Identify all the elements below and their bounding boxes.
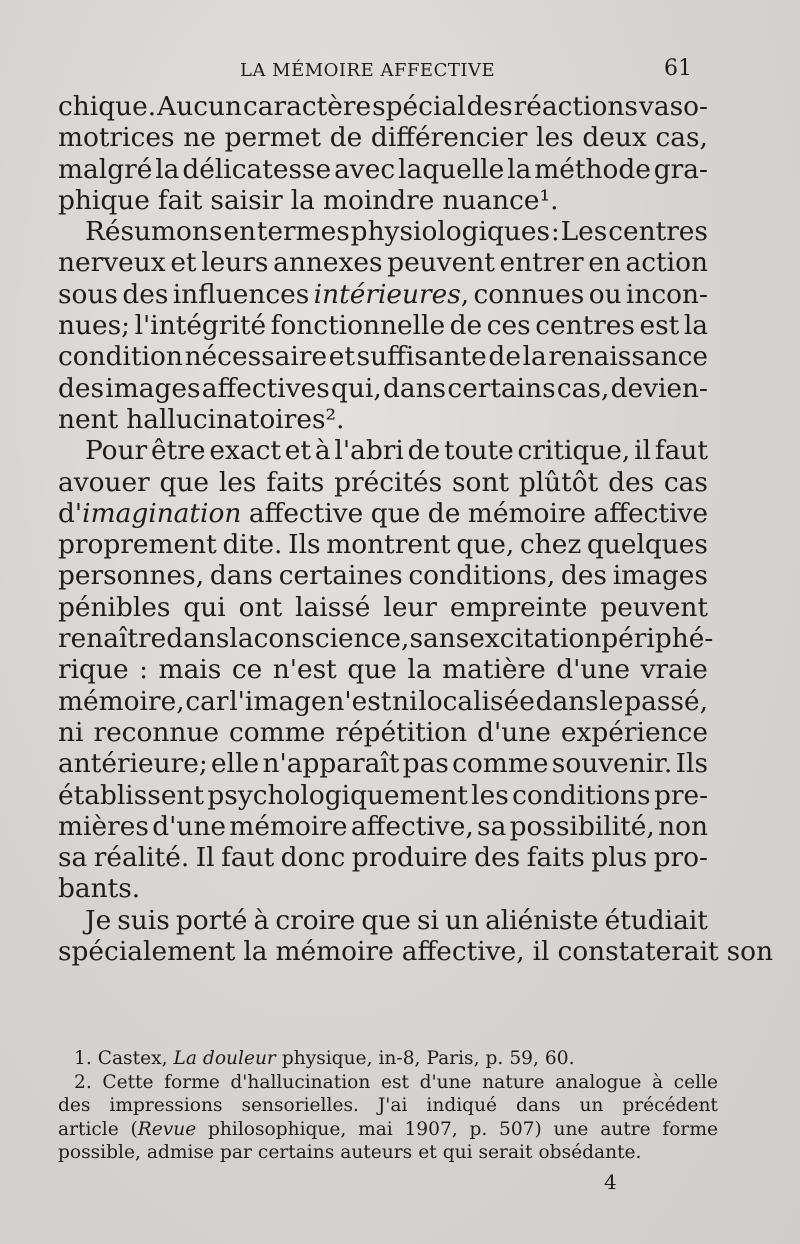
body-line: nerveux et leurs annexes peuvent entrer en action xyxy=(58,247,708,279)
body-line: proprement dite. Ils montrent que, chez quelques xyxy=(58,529,708,561)
body-line: nues; l'intégrité fonctionnelle de ces centres est la xyxy=(58,310,708,342)
body-line: d'imagination affective que de mémoire affective xyxy=(58,497,708,529)
signature-mark: 4 xyxy=(604,1170,617,1194)
body-line: renaître dans la conscience, sans excitation périphé- xyxy=(58,623,714,655)
body-line: pénibles qui ont laissé leur empreinte peuvent xyxy=(58,591,708,623)
body-line: malgré la délicatesse avec laquelle la méthode gra- xyxy=(58,153,708,185)
body-line: sa réalité. Il faut donc produire des faits plus pro- xyxy=(58,842,708,874)
body-line: établissent psychologiquement les conditions pre- xyxy=(58,779,708,811)
body-line: condition nécessaire et suffisante de la renaissance xyxy=(58,341,708,373)
body-line: mémoire, car l'image n'est ni localisée dans le passé, xyxy=(58,685,708,717)
body-line: antérieure; elle n'apparaît pas comme souvenir. Ils xyxy=(58,748,708,780)
body-line: spécialement la mémoire affective, il constaterait son xyxy=(58,936,774,968)
body-line: motrices ne permet de différencier les deux cas, xyxy=(58,122,708,154)
body-line: ni reconnue comme répétition d'une expérience xyxy=(58,716,708,748)
body-text xyxy=(58,91,774,968)
body-line: avouer que les faits précités sont plûtôt des cas xyxy=(58,466,708,498)
body-line: chique. Aucun caractère spécial des réactions vaso- xyxy=(58,91,708,122)
body-line: sous des influences intérieures, connues ou incon- xyxy=(58,278,708,310)
body-line: mières d'une mémoire affective, sa possibilité, non xyxy=(58,810,708,842)
body-line: Résumons en termes physiologiques : Les centres xyxy=(85,216,708,248)
body-line: personnes, dans certaines conditions, des images xyxy=(58,560,708,592)
body-line: bants. xyxy=(58,873,141,905)
footnote-line: 2. Cette forme d'hallucination est d'une nature analogue à celle xyxy=(74,1071,718,1093)
body-line: Pour être exact et à l'abri de toute critique, il faut xyxy=(85,435,708,467)
body-line: nent hallucinatoires². xyxy=(58,403,345,435)
page-number: 61 xyxy=(664,56,692,81)
body-line: rique : mais ce n'est que la matière d'une vraie xyxy=(58,654,708,686)
footnote-line: article (Revue philosophique, mai 1907, p. 507) une autre forme xyxy=(58,1118,718,1140)
page-header xyxy=(0,56,800,86)
footnotes xyxy=(58,1047,718,1165)
body-line: Je suis porté à croire que si un aliéniste étudiait xyxy=(85,904,708,936)
running-title: LA MÉMOIRE AFFECTIVE xyxy=(240,60,496,81)
footnote-line: des impressions sensorielles. J'ai indiqué dans un précédent xyxy=(58,1095,718,1117)
body-line: des images affectives qui, dans certains cas, devien- xyxy=(58,372,708,404)
body-line: phique fait saisir la moindre nuance¹. xyxy=(58,184,559,216)
footnote-line: possible, admise par certains auteurs et qui serait obsédante. xyxy=(58,1142,642,1164)
footnote-line: 1. Castex, La douleur physique, in-8, Paris, p. 59, 60. xyxy=(74,1048,575,1069)
